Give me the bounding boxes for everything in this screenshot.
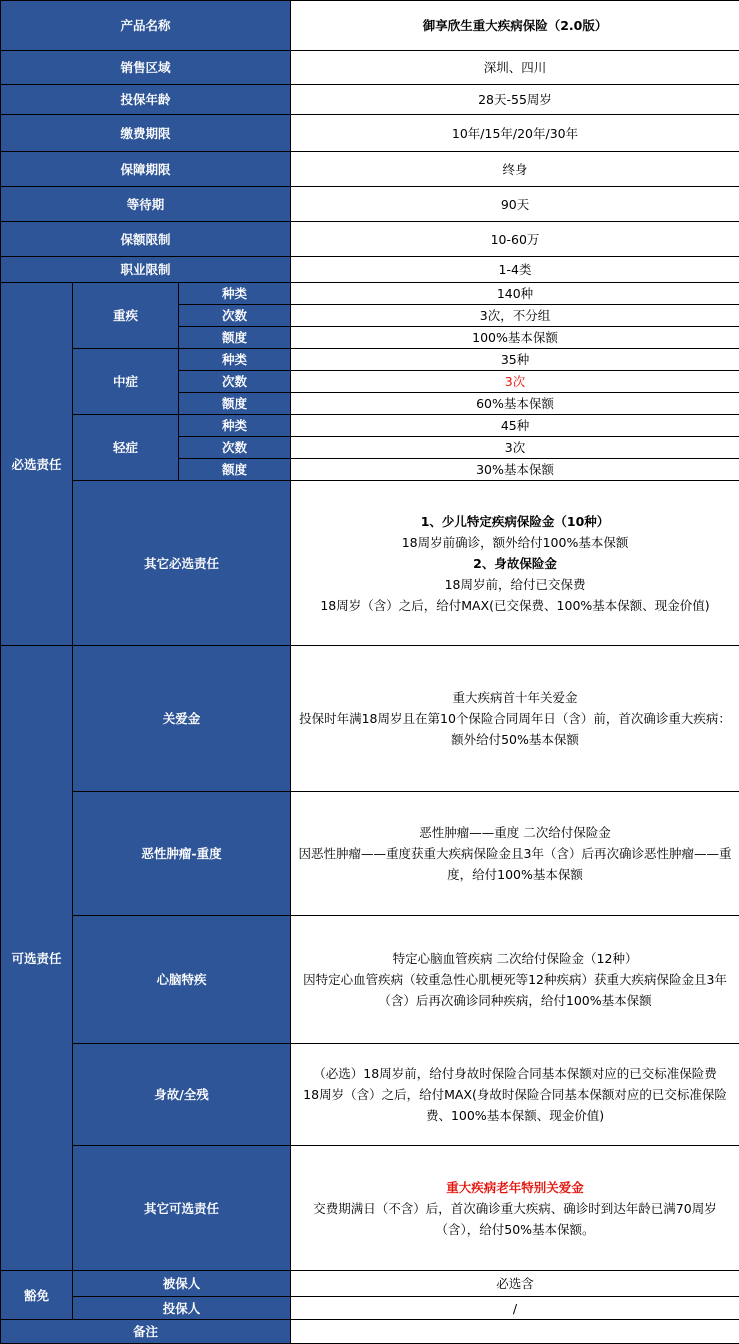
cardio-cerebro-content [291, 916, 739, 1044]
death-disability-label: 身故/全残 [73, 1044, 291, 1146]
row-insured-age [1, 85, 739, 115]
critical-amount-value: 100%基本保额 [291, 327, 739, 349]
cancer-severe-content [291, 792, 739, 916]
row-other-optional [1, 1146, 739, 1271]
row-sum-insured [1, 222, 739, 257]
moderate-amount-value: 60%基本保额 [291, 393, 739, 415]
payment-term-label: 缴费期限 [1, 115, 291, 152]
other-required-line: 18周岁前确诊，额外给付100%基本保额 [297, 532, 733, 553]
optional-section-label: 可选责任 [1, 646, 73, 1271]
other-required-line: 18周岁（含）之后，给付MAX(已交保费、100%基本保额、现金价值) [297, 595, 733, 616]
moderate-type-value: 35种 [291, 349, 739, 371]
mild-type-label: 种类 [179, 415, 291, 437]
cancer-severe-line: 恶性肿瘤——重度 二次给付保险金 [297, 822, 733, 843]
waiting-period-value: 90天 [291, 187, 739, 222]
row-remark [1, 1320, 739, 1344]
moderate-amount-label: 额度 [179, 393, 291, 415]
row-moderate-type [1, 349, 739, 371]
death-disability-line: （必选）18周岁前，给付身故时保险合同基本保额对应的已交标准保险费 [297, 1063, 733, 1084]
care-fund-line: 重大疾病首十年关爱金 [297, 687, 733, 708]
waiting-period-label: 等待期 [1, 187, 291, 222]
row-death-disability [1, 1044, 739, 1146]
row-mild-type [1, 415, 739, 437]
row-cancer-severe [1, 792, 739, 916]
waiver-policyholder-value: / [291, 1297, 739, 1320]
other-optional-line: 交费期满日（不含）后，首次确诊重大疾病、确诊时到达年龄已满70周岁（含），给付50%基本保额。 [297, 1198, 733, 1240]
row-critical-type [1, 283, 739, 305]
mild-type-value: 45种 [291, 415, 739, 437]
other-required-content [291, 481, 739, 646]
waiver-insured-label: 被保人 [73, 1271, 291, 1297]
critical-type-value: 140种 [291, 283, 739, 305]
row-waiver-insured [1, 1271, 739, 1297]
death-disability-content [291, 1044, 739, 1146]
occupation-value: 1-4类 [291, 257, 739, 283]
row-waiver-policyholder [1, 1297, 739, 1320]
product-name-value: 御享欣生重大疾病保险（2.0版） [291, 1, 739, 51]
payment-term-value: 10年/15年/20年/30年 [291, 115, 739, 152]
required-section-label: 必选责任 [1, 283, 73, 646]
critical-illness-label: 重疾 [73, 283, 179, 349]
cardio-cerebro-label: 心脑特疾 [73, 916, 291, 1044]
row-cardio-cerebro [1, 916, 739, 1044]
row-occupation [1, 257, 739, 283]
moderate-type-label: 种类 [179, 349, 291, 371]
insured-age-value: 28天-55周岁 [291, 85, 739, 115]
cancer-severe-label: 恶性肿瘤-重度 [73, 792, 291, 916]
mild-times-label: 次数 [179, 437, 291, 459]
mild-times-value: 3次 [291, 437, 739, 459]
row-other-required [1, 481, 739, 646]
moderate-illness-label: 中症 [73, 349, 179, 415]
row-payment-term [1, 115, 739, 152]
insured-age-label: 投保年龄 [1, 85, 291, 115]
occupation-label: 职业限制 [1, 257, 291, 283]
critical-times-label: 次数 [179, 305, 291, 327]
mild-amount-value: 30%基本保额 [291, 459, 739, 481]
care-fund-line: 投保时年满18周岁且在第10个保险合同周年日（含）前，首次确诊重大疾病：额外给付50%基本保额 [297, 708, 733, 750]
other-optional-line: 重大疾病老年特别关爱金 [297, 1177, 733, 1198]
sum-insured-label: 保额限制 [1, 222, 291, 257]
waiver-policyholder-label: 投保人 [73, 1297, 291, 1320]
moderate-times-label: 次数 [179, 371, 291, 393]
sales-region-value: 深圳、四川 [291, 51, 739, 85]
other-optional-content [291, 1146, 739, 1271]
mild-illness-label: 轻症 [73, 415, 179, 481]
mild-amount-label: 额度 [179, 459, 291, 481]
coverage-period-label: 保障期限 [1, 152, 291, 187]
other-required-label: 其它必选责任 [73, 481, 291, 646]
critical-amount-label: 额度 [179, 327, 291, 349]
other-required-line: 1、少儿特定疾病保险金（10种） [297, 511, 733, 532]
critical-type-label: 种类 [179, 283, 291, 305]
row-waiting-period [1, 187, 739, 222]
care-fund-label: 关爱金 [73, 646, 291, 792]
cardio-cerebro-line: 因特定心血管疾病（较重急性心肌梗死等12种疾病）获重大疾病保险金且3年（含）后再次确诊同种疾病，给付100%基本保额 [297, 969, 733, 1011]
waiver-insured-value: 必选含 [291, 1271, 739, 1297]
sum-insured-value: 10-60万 [291, 222, 739, 257]
cardio-cerebro-line: 特定心脑血管疾病 二次给付保险金（12种） [297, 948, 733, 969]
other-optional-label: 其它可选责任 [73, 1146, 291, 1271]
other-required-line: 18周岁前，给付已交保费 [297, 574, 733, 595]
product-name-label: 产品名称 [1, 1, 291, 51]
remark-value [291, 1320, 739, 1344]
waiver-label: 豁免 [1, 1271, 73, 1320]
other-required-line: 2、身故保险金 [297, 553, 733, 574]
care-fund-content [291, 646, 739, 792]
cancer-severe-line: 因恶性肿瘤——重度获重大疾病保险金且3年（含）后再次确诊恶性肿瘤——重度，给付100%基本保额 [297, 843, 733, 885]
death-disability-line: 18周岁（含）之后，给付MAX(身故时保险合同基本保额对应的已交标准保险费、100%基本保额、现金价值) [297, 1084, 733, 1126]
sales-region-label: 销售区域 [1, 51, 291, 85]
row-product-name [1, 1, 739, 51]
row-coverage-period [1, 152, 739, 187]
critical-times-value: 3次，不分组 [291, 305, 739, 327]
row-care-fund [1, 646, 739, 792]
moderate-times-value: 3次 [291, 371, 739, 393]
remark-label: 备注 [1, 1320, 291, 1344]
coverage-period-value: 终身 [291, 152, 739, 187]
row-sales-region [1, 51, 739, 85]
